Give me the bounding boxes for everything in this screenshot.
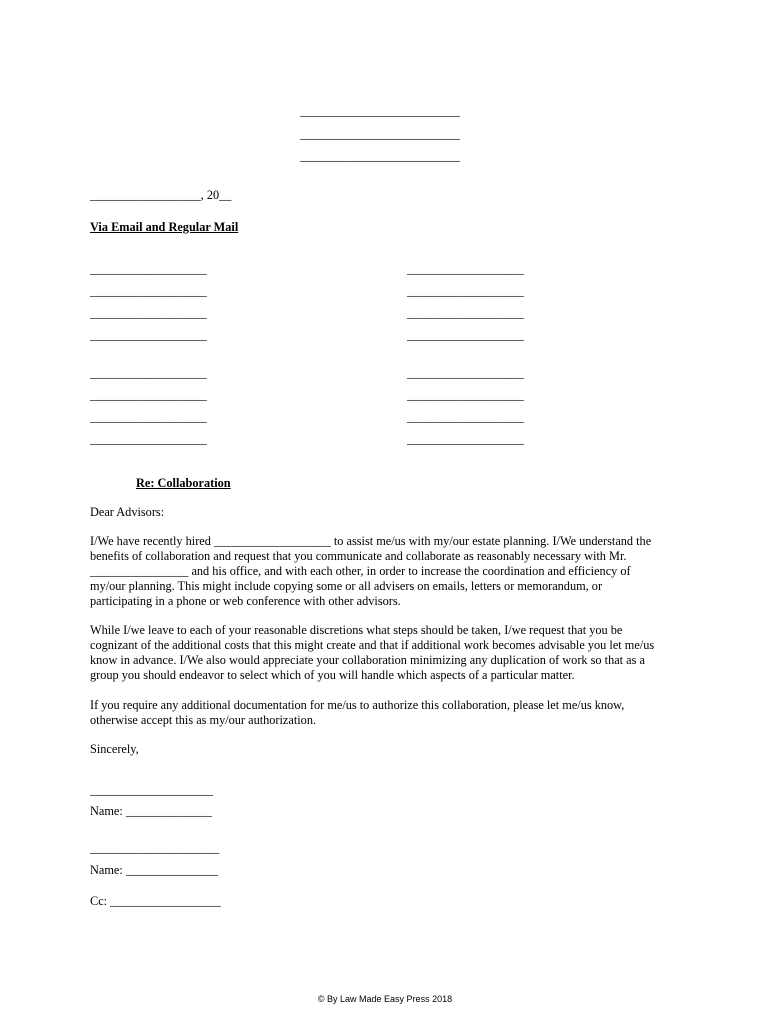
delivery-method: Via Email and Regular Mail: [90, 220, 239, 234]
recipient-left-line: ___________________: [90, 366, 207, 380]
signature-line-1: ____________________: [90, 783, 213, 797]
paragraph-line: participating in a phone or web conference with other advisors.: [90, 594, 401, 608]
paragraph-line: ________________ and his office, and with each other, in order to increase the coordination and efficiency of: [90, 564, 631, 578]
paragraph-line: know in advance. I/We also would appreciate your collaboration minimizing any duplication of work so that as a: [90, 653, 645, 667]
signature-line-2: _____________________: [90, 841, 220, 855]
paragraph-line: If you require any additional documentation for me/us to authorize this collaboration, please let me/us know,: [90, 698, 625, 712]
body-paragraph-1: [90, 534, 680, 609]
paragraph-line: my/our planning. This might include copying some or all advisers on emails, letters or memorandum, or: [90, 579, 603, 593]
body-paragraph-2: [90, 623, 680, 683]
paragraph-line: group you should endeavor to select which of you will handle which aspects of a particular matter.: [90, 668, 575, 682]
sender-address-line-2: __________________________: [300, 127, 460, 141]
recipient-right-line: ___________________: [407, 328, 524, 342]
recipient-left-line: ___________________: [90, 262, 207, 276]
signature-name-1: Name: ______________: [90, 804, 212, 818]
recipient-right-line: ___________________: [407, 410, 524, 424]
sender-address-line-3: __________________________: [300, 149, 460, 163]
recipient-right-line: ___________________: [407, 284, 524, 298]
closing: Sincerely,: [90, 742, 139, 756]
recipient-left-line: ___________________: [90, 432, 207, 446]
signature-name-2: Name: _______________: [90, 863, 219, 877]
paragraph-line: While I/we leave to each of your reasonable discretions what steps should be taken, I/we request that you be: [90, 623, 623, 637]
paragraph-line: I/We have recently hired ___________________ to assist me/us with my/our estate planning. I/We understand the: [90, 534, 652, 548]
recipient-right-line: ___________________: [407, 432, 524, 446]
salutation: Dear Advisors:: [90, 505, 165, 519]
cc-line: Cc: __________________: [90, 894, 221, 908]
recipient-left-line: ___________________: [90, 410, 207, 424]
recipient-left-line: ___________________: [90, 306, 207, 320]
recipient-left-line: ___________________: [90, 328, 207, 342]
sender-address-line-1: __________________________: [300, 104, 460, 118]
date-line: __________________, 20__: [90, 188, 232, 202]
body-paragraph-3: [90, 698, 680, 728]
paragraph-line: otherwise accept this as my/our authorization.: [90, 713, 317, 727]
recipient-right-line: ___________________: [407, 388, 524, 402]
recipient-right-line: ___________________: [407, 306, 524, 320]
recipient-right-line: ___________________: [407, 366, 524, 380]
subject-line: Re: Collaboration: [136, 476, 231, 490]
recipient-left-line: ___________________: [90, 388, 207, 402]
recipient-right-line: ___________________: [407, 262, 524, 276]
paragraph-line: benefits of collaboration and request that you communicate and collaborate as reasonably necessary with Mr.: [90, 549, 627, 563]
copyright-footer: © By Law Made Easy Press 2018: [317, 994, 453, 1004]
recipient-left-line: ___________________: [90, 284, 207, 298]
paragraph-line: cognizant of the additional costs that this might create and that if additional work becomes advisable you let me/us: [90, 638, 655, 652]
